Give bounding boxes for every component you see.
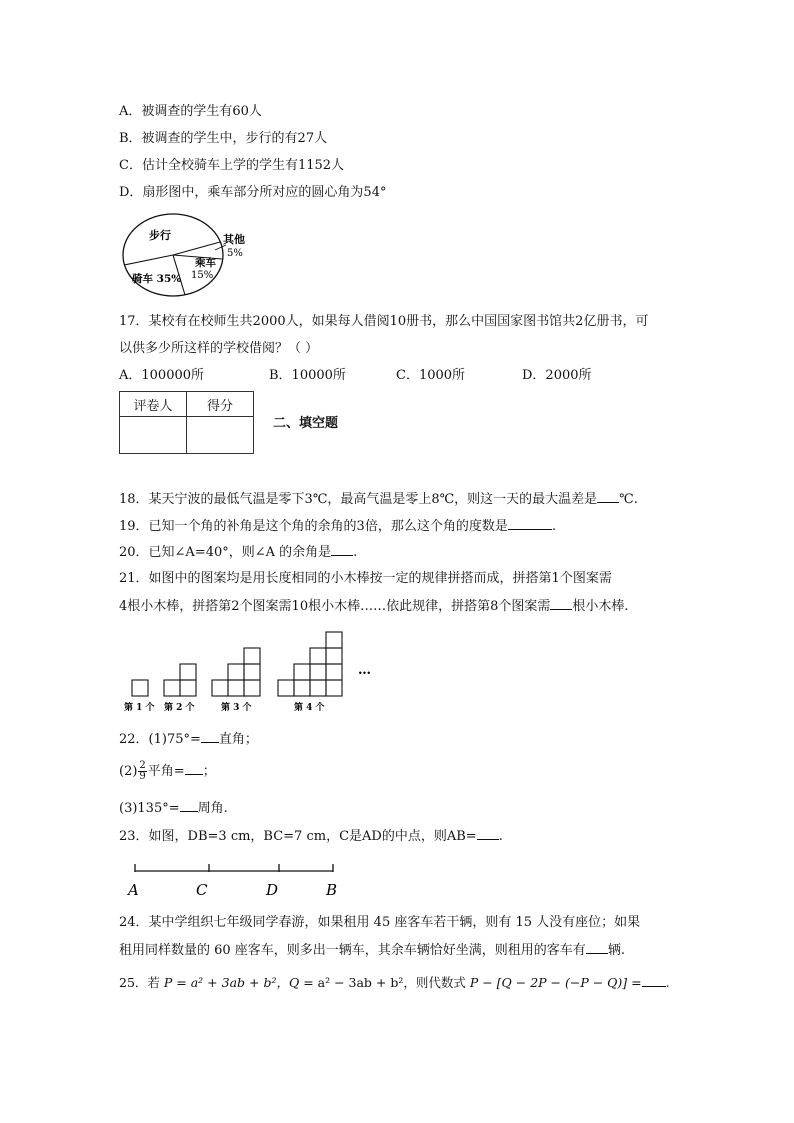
score-table-cell-score[interactable] bbox=[187, 417, 254, 454]
q22-fraction-numerator: 2 bbox=[139, 760, 146, 771]
q17-option-a: A．100000所 bbox=[119, 368, 205, 383]
q19-answer-blank[interactable] bbox=[508, 517, 552, 530]
pattern-3 bbox=[212, 648, 260, 696]
section-title: 二、填空题 bbox=[273, 416, 339, 431]
score-table bbox=[119, 391, 254, 454]
q25-end: . bbox=[665, 975, 670, 990]
q19-end: . bbox=[551, 519, 556, 534]
pattern-label-4: 第 4 个 bbox=[294, 703, 325, 713]
q25-expression: P − [Q − 2P − (−P − Q)] = bbox=[469, 975, 642, 990]
point-label-b: B bbox=[326, 881, 338, 899]
q22-part1-text: 22．(1)75°= bbox=[119, 732, 201, 747]
q23-answer-blank[interactable] bbox=[477, 827, 499, 840]
q16-option-d: D．扇形图中，乘车部分所对应的圆心角为54° bbox=[119, 185, 387, 200]
q25-p-expression: = a² + 3ab + b²， bbox=[172, 975, 289, 990]
q23-end: . bbox=[498, 829, 503, 844]
pie-divider-walk-other bbox=[173, 242, 220, 255]
q22-part3-text: (3)135°= bbox=[119, 801, 180, 816]
q17-stem-line2: 以供多少所这样的学校借阅？（ ） bbox=[119, 341, 319, 356]
q17-stem-line1: 17．某校有在校师生共2000人，如果每人借阅10册书，那么中国国家图书馆共2亿册书，可 bbox=[119, 314, 649, 329]
q17-option-b: B．10000所 bbox=[269, 368, 346, 383]
q25-q-expression: = a² − 3ab + b²，则代数式 bbox=[299, 975, 470, 990]
pie-divider-bike-walk bbox=[124, 255, 173, 265]
q23-text: 23．如图，DB=3 cm，BC=7 cm，C是AD的中点，则AB= bbox=[119, 829, 477, 844]
q16-option-c: C．估计全校骑车上学的学生有1152人 bbox=[119, 158, 345, 173]
pie-label-other: 其他 bbox=[223, 233, 245, 246]
q19 bbox=[119, 517, 556, 536]
q24-answer-blank[interactable] bbox=[586, 941, 608, 954]
q20-answer-blank[interactable] bbox=[331, 543, 353, 556]
q22-part2-end: ； bbox=[202, 764, 216, 779]
q25-prefix: 25．若 bbox=[119, 975, 164, 990]
q21-stem-line2 bbox=[119, 597, 629, 616]
pattern-label-2: 第 2 个 bbox=[164, 703, 195, 713]
score-table-header-score: 得分 bbox=[187, 392, 254, 417]
q22-part3-end: 周角. bbox=[197, 801, 228, 816]
q22-part1-end: 直角； bbox=[218, 732, 258, 747]
pie-pct-bus: 15% bbox=[191, 270, 214, 281]
q25-q-symbol: Q bbox=[288, 975, 300, 990]
q23 bbox=[119, 827, 503, 846]
q22-part2 bbox=[119, 761, 216, 782]
pie-label-walk: 步行 bbox=[149, 229, 171, 242]
q18-answer-blank[interactable] bbox=[597, 490, 619, 503]
q22-part1 bbox=[119, 730, 258, 749]
point-label-c: C bbox=[196, 881, 208, 899]
score-table-cell-grader[interactable] bbox=[120, 417, 187, 454]
q18-text: 18．某天宁波的最低气温是零下3℃，最高气温是零上8℃，则这一天的最大温差是 bbox=[119, 492, 598, 507]
q16-option-a: A．被调查的学生有60人 bbox=[119, 104, 262, 119]
point-label-d: D bbox=[266, 881, 279, 899]
q17-option-d: D．2000所 bbox=[522, 368, 592, 383]
q20 bbox=[119, 543, 357, 562]
q22-part2-prefix: (2) bbox=[119, 764, 138, 779]
q22-part3 bbox=[119, 799, 228, 818]
q25-answer-blank[interactable] bbox=[642, 974, 666, 987]
q25-p-symbol: P bbox=[163, 975, 173, 990]
pattern-2 bbox=[164, 664, 196, 696]
q24-end: 辆. bbox=[607, 943, 625, 958]
pattern-label-1: 第 1 个 bbox=[124, 703, 155, 713]
q21-answer-blank[interactable] bbox=[550, 597, 572, 610]
stick-pattern-figure bbox=[120, 628, 380, 714]
q21-text: 4根小木棒，拼搭第2个图案需10根小木棒……依此规律，拼搭第8个图案需 bbox=[119, 599, 551, 614]
q16-option-b: B．被调查的学生中，步行的有27人 bbox=[119, 131, 328, 146]
pie-label-bike: 骑车 35% bbox=[132, 273, 182, 285]
pattern-1 bbox=[132, 680, 148, 696]
pattern-4 bbox=[278, 632, 342, 696]
q22-part1-answer-blank[interactable] bbox=[201, 730, 219, 743]
q22-part2-answer-blank[interactable] bbox=[185, 762, 203, 775]
q20-end: . bbox=[353, 545, 358, 560]
q21-end: 根小木棒. bbox=[572, 599, 629, 614]
q22-part3-answer-blank[interactable] bbox=[180, 799, 198, 812]
q18 bbox=[119, 490, 638, 509]
line-segment-figure bbox=[124, 860, 344, 900]
q17-option-c: C．1000所 bbox=[396, 368, 466, 383]
pattern-label-3: 第 3 个 bbox=[221, 703, 252, 713]
pie-label-bus: 乘车 bbox=[195, 257, 216, 269]
q24-text: 租用同样数量的 60 座客车，则多出一辆车，其余车辆恰好坐满，则租用的客车有 bbox=[119, 943, 586, 958]
q21-stem-line1: 21．如图中的图案均是用长度相同的小木棒按一定的规律拼搭而成，拼搭第1个图案需 bbox=[119, 571, 612, 586]
pattern-ellipsis: … bbox=[358, 663, 371, 678]
q22-fraction-denominator: 9 bbox=[139, 771, 146, 782]
q22-fraction bbox=[138, 761, 146, 782]
q24-stem-line2 bbox=[119, 941, 625, 960]
point-label-a: A bbox=[128, 881, 139, 899]
q24-stem-line1: 24．某中学组织七年级同学春游，如果租用 45 座客车若干辆，则有 15 人没有座位；如果 bbox=[119, 915, 641, 930]
q20-text: 20．已知∠A=40°，则∠A 的余角是 bbox=[119, 545, 332, 560]
pie-pct-other: 5% bbox=[227, 248, 243, 259]
score-table-header-grader: 评卷人 bbox=[120, 392, 187, 417]
q22-part2-text: 平角= bbox=[147, 764, 185, 779]
pie-chart bbox=[115, 212, 265, 300]
q18-unit: ℃. bbox=[619, 492, 638, 507]
q25 bbox=[119, 974, 670, 992]
q19-text: 19．已知一个角的补角是这个角的余角的3倍，那么这个角的度数是 bbox=[119, 519, 508, 534]
